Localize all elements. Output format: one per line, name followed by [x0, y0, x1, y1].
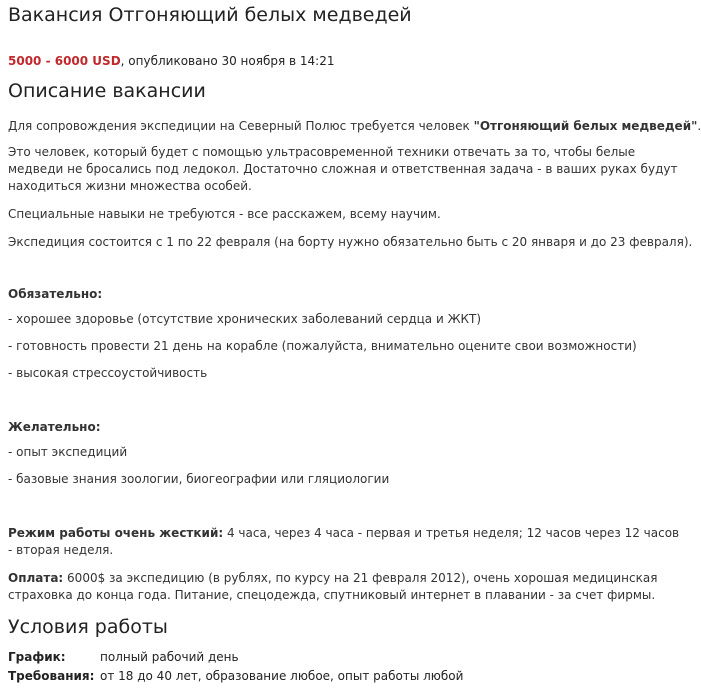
description-paragraph-duties: Это человек, который будет с помощью ультрасовременной техники отвечать за то, чтобы белые медведи не бросались под ледокол. Достаточно сложная и ответственная задача - в ваших руках будут находиться жизни множества особей.	[8, 145, 678, 193]
condition-row-schedule	[8, 649, 684, 666]
vacancy-meta	[8, 54, 335, 68]
description-intro	[8, 118, 701, 135]
work-schedule	[8, 525, 684, 559]
payment-text: 6000$ за экспедицию (в рублях, по курсу на 21 февраля 2012), очень хорошая медицинская страховка до конца года. Питание, спецодежда, спутниковый интернет в плавании - за счет фирмы.	[8, 571, 658, 602]
desired-item: - базовые знания зоологии, биогеографии или гляциологии	[8, 472, 390, 486]
condition-label: График:	[8, 650, 66, 664]
desired-label: Желательно:	[8, 420, 101, 434]
work-schedule-text: 4 часа, через 4 часа - первая и третья неделя; 12 часов через 12 часов - вторая неделя.	[8, 526, 680, 557]
payment-label: Оплата:	[8, 571, 64, 585]
condition-row-requirements	[8, 668, 684, 685]
condition-label: Требования:	[8, 669, 95, 683]
description-paragraph-skills: Специальные навыки не требуются - все расскажем, всему научим.	[8, 207, 441, 221]
intro-text: Для сопровождения экспедиции на Северный Полюс требуется человек	[8, 119, 474, 133]
desired-item: - опыт экспедиций	[8, 445, 128, 459]
salary-range: 5000 - 6000 USD	[8, 54, 121, 68]
posted-date: , опубликовано 30 ноября в 14:21	[120, 54, 335, 68]
conditions-heading: Условия работы	[8, 616, 168, 638]
payment-info	[8, 570, 684, 604]
required-item: - готовность провести 21 день на корабле (пожалуйста, внимательно оцените свои возможности)	[8, 339, 637, 353]
vacancy-title: Вакансия Отгоняющий белых медведей	[8, 4, 412, 26]
description-paragraph-dates: Экспедиция состоится с 1 по 22 февраля (на борту нужно обязательно быть с 20 января и до 23 февраля).	[8, 235, 693, 249]
intro-end: .	[697, 119, 701, 133]
condition-value: от 18 до 40 лет, образование любое, опыт работы любой	[100, 669, 464, 683]
condition-value: полный рабочий день	[100, 650, 239, 664]
description-heading: Описание вакансии	[8, 80, 206, 102]
required-item: - высокая стрессоустойчивость	[8, 366, 208, 380]
required-label: Обязательно:	[8, 287, 103, 301]
intro-job-name: "Отгоняющий белых медведей"	[473, 119, 698, 133]
required-item: - хорошее здоровье (отсутствие хронических заболеваний сердца и ЖКТ)	[8, 312, 482, 326]
work-schedule-label: Режим работы очень жесткий:	[8, 526, 224, 540]
